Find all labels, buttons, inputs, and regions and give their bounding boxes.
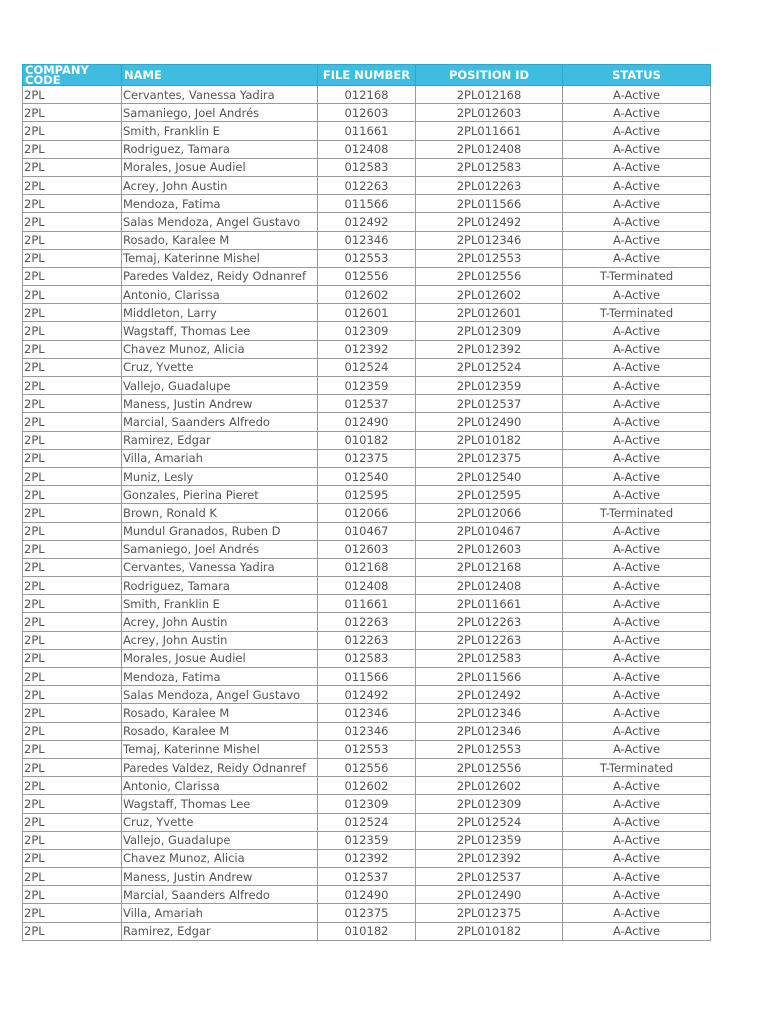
status-cell: A-Active: [563, 358, 711, 376]
position-id-cell: 2PL012263: [416, 631, 563, 649]
company-code-cell: 2PL: [23, 922, 122, 940]
status-cell: A-Active: [563, 249, 711, 267]
name-cell: Villa, Amariah: [122, 904, 318, 922]
position-id-cell: 2PL012408: [416, 577, 563, 595]
name-cell: Samaniego, Joel Andrés: [122, 104, 318, 122]
company-code-cell: 2PL: [23, 795, 122, 813]
position-id-cell: 2PL012375: [416, 904, 563, 922]
table-row: [23, 304, 711, 322]
status-cell: A-Active: [563, 649, 711, 667]
file-number-cell: 012556: [318, 758, 416, 776]
table-row: [23, 213, 711, 231]
table-row: [23, 286, 711, 304]
file-number-cell: 012540: [318, 467, 416, 485]
file-number-cell: 012601: [318, 304, 416, 322]
name-cell: Muniz, Lesly: [122, 467, 318, 485]
status-cell: A-Active: [563, 322, 711, 340]
name-cell: Vallejo, Guadalupe: [122, 831, 318, 849]
name-cell: Gonzales, Pierina Pieret: [122, 486, 318, 504]
table-row: [23, 613, 711, 631]
file-number-cell: 012602: [318, 286, 416, 304]
position-id-cell: 2PL012346: [416, 722, 563, 740]
table-row: [23, 849, 711, 867]
table-row: [23, 449, 711, 467]
file-number-cell: 012392: [318, 340, 416, 358]
status-cell: A-Active: [563, 831, 711, 849]
table-row: [23, 795, 711, 813]
status-cell: T-Terminated: [563, 267, 711, 285]
name-cell: Rosado, Karalee M: [122, 704, 318, 722]
status-cell: A-Active: [563, 431, 711, 449]
status-cell: A-Active: [563, 413, 711, 431]
table-row: [23, 595, 711, 613]
name-cell: Cervantes, Vanessa Yadira: [122, 558, 318, 576]
file-number-cell: 011566: [318, 668, 416, 686]
file-number-cell: 012602: [318, 777, 416, 795]
table-row: [23, 413, 711, 431]
status-cell: A-Active: [563, 395, 711, 413]
position-id-cell: 2PL012346: [416, 704, 563, 722]
table-row: [23, 267, 711, 285]
position-id-cell: 2PL012168: [416, 558, 563, 576]
company-code-cell: 2PL: [23, 686, 122, 704]
file-number-cell: 012346: [318, 704, 416, 722]
file-number-cell: 012309: [318, 322, 416, 340]
table-row: [23, 158, 711, 176]
position-id-cell: 2PL010182: [416, 922, 563, 940]
file-number-cell: 012359: [318, 377, 416, 395]
company-code-cell: 2PL: [23, 195, 122, 213]
name-cell: Mundul Granados, Ruben D: [122, 522, 318, 540]
table-row: [23, 558, 711, 576]
file-number-cell: 012490: [318, 886, 416, 904]
position-id-cell: 2PL012602: [416, 286, 563, 304]
company-code-cell: 2PL: [23, 540, 122, 558]
file-number-cell: 012392: [318, 849, 416, 867]
status-cell: A-Active: [563, 140, 711, 158]
position-id-cell: 2PL012408: [416, 140, 563, 158]
name-cell: Samaniego, Joel Andrés: [122, 540, 318, 558]
file-number-cell: 012603: [318, 104, 416, 122]
name-cell: Rosado, Karalee M: [122, 231, 318, 249]
company-code-cell: 2PL: [23, 122, 122, 140]
table-row: [23, 249, 711, 267]
file-number-cell: 012346: [318, 722, 416, 740]
name-cell: Maness, Justin Andrew: [122, 868, 318, 886]
column-header-position-id: POSITION ID: [416, 65, 563, 86]
status-cell: A-Active: [563, 904, 711, 922]
file-number-cell: 011566: [318, 195, 416, 213]
position-id-cell: 2PL012524: [416, 358, 563, 376]
position-id-cell: 2PL012490: [416, 413, 563, 431]
name-cell: Rodriguez, Tamara: [122, 577, 318, 595]
table-row: [23, 777, 711, 795]
status-cell: A-Active: [563, 631, 711, 649]
file-number-cell: 012309: [318, 795, 416, 813]
table-row: [23, 886, 711, 904]
table-row: [23, 431, 711, 449]
status-cell: A-Active: [563, 722, 711, 740]
file-number-cell: 012263: [318, 613, 416, 631]
position-id-cell: 2PL012490: [416, 886, 563, 904]
position-id-cell: 2PL011661: [416, 595, 563, 613]
status-cell: A-Active: [563, 195, 711, 213]
table-row: [23, 577, 711, 595]
position-id-cell: 2PL012583: [416, 158, 563, 176]
table-row: [23, 704, 711, 722]
position-id-cell: 2PL012263: [416, 176, 563, 194]
position-id-cell: 2PL012553: [416, 249, 563, 267]
company-code-cell: 2PL: [23, 522, 122, 540]
company-code-cell: 2PL: [23, 758, 122, 776]
table-row: [23, 195, 711, 213]
position-id-cell: 2PL012492: [416, 686, 563, 704]
name-cell: Chavez Munoz, Alicia: [122, 849, 318, 867]
file-number-cell: 012375: [318, 904, 416, 922]
company-code-cell: 2PL: [23, 322, 122, 340]
company-code-cell: 2PL: [23, 304, 122, 322]
name-cell: Villa, Amariah: [122, 449, 318, 467]
company-code-cell: 2PL: [23, 158, 122, 176]
position-id-cell: 2PL012375: [416, 449, 563, 467]
file-number-cell: 010182: [318, 922, 416, 940]
company-code-cell: 2PL: [23, 631, 122, 649]
company-code-cell: 2PL: [23, 558, 122, 576]
company-code-cell: 2PL: [23, 904, 122, 922]
status-cell: A-Active: [563, 795, 711, 813]
table-row: [23, 395, 711, 413]
position-id-cell: 2PL012595: [416, 486, 563, 504]
position-id-cell: 2PL012602: [416, 777, 563, 795]
column-header-company-code: COMPANY CODE: [23, 65, 122, 86]
name-cell: Smith, Franklin E: [122, 595, 318, 613]
table-row: [23, 631, 711, 649]
company-code-cell: 2PL: [23, 413, 122, 431]
position-id-cell: 2PL012309: [416, 795, 563, 813]
file-number-cell: 012553: [318, 740, 416, 758]
file-number-cell: 012490: [318, 413, 416, 431]
status-cell: T-Terminated: [563, 758, 711, 776]
file-number-cell: 010467: [318, 522, 416, 540]
name-cell: Mendoza, Fatima: [122, 668, 318, 686]
status-cell: A-Active: [563, 449, 711, 467]
file-number-cell: 012168: [318, 558, 416, 576]
column-header-status: STATUS: [563, 65, 711, 86]
company-code-cell: 2PL: [23, 431, 122, 449]
name-cell: Marcial, Saanders Alfredo: [122, 413, 318, 431]
name-cell: Cervantes, Vanessa Yadira: [122, 86, 318, 104]
table-row: [23, 176, 711, 194]
position-id-cell: 2PL010182: [416, 431, 563, 449]
company-code-cell: 2PL: [23, 504, 122, 522]
status-cell: A-Active: [563, 231, 711, 249]
table-row: [23, 377, 711, 395]
employee-roster-table: [22, 64, 711, 941]
status-cell: A-Active: [563, 340, 711, 358]
company-code-cell: 2PL: [23, 377, 122, 395]
position-id-cell: 2PL012492: [416, 213, 563, 231]
position-id-cell: 2PL012359: [416, 377, 563, 395]
name-cell: Marcial, Saanders Alfredo: [122, 886, 318, 904]
table-row: [23, 86, 711, 104]
file-number-cell: 012537: [318, 395, 416, 413]
position-id-cell: 2PL012263: [416, 613, 563, 631]
table-row: [23, 358, 711, 376]
company-code-cell: 2PL: [23, 740, 122, 758]
table-row: [23, 813, 711, 831]
status-cell: A-Active: [563, 704, 711, 722]
status-cell: A-Active: [563, 813, 711, 831]
name-cell: Acrey, John Austin: [122, 176, 318, 194]
table-row: [23, 231, 711, 249]
file-number-cell: 012066: [318, 504, 416, 522]
name-cell: Wagstaff, Thomas Lee: [122, 322, 318, 340]
file-number-cell: 012263: [318, 176, 416, 194]
company-code-cell: 2PL: [23, 868, 122, 886]
status-cell: A-Active: [563, 613, 711, 631]
position-id-cell: 2PL012309: [416, 322, 563, 340]
company-code-cell: 2PL: [23, 649, 122, 667]
file-number-cell: 012375: [318, 449, 416, 467]
position-id-cell: 2PL012066: [416, 504, 563, 522]
status-cell: T-Terminated: [563, 504, 711, 522]
company-code-cell: 2PL: [23, 249, 122, 267]
file-number-cell: 010182: [318, 431, 416, 449]
file-number-cell: 012492: [318, 686, 416, 704]
position-id-cell: 2PL012346: [416, 231, 563, 249]
name-cell: Middleton, Larry: [122, 304, 318, 322]
company-code-cell: 2PL: [23, 358, 122, 376]
name-cell: Salas Mendoza, Angel Gustavo: [122, 686, 318, 704]
file-number-cell: 012583: [318, 649, 416, 667]
position-id-cell: 2PL010467: [416, 522, 563, 540]
status-cell: A-Active: [563, 922, 711, 940]
position-id-cell: 2PL011566: [416, 195, 563, 213]
name-cell: Acrey, John Austin: [122, 613, 318, 631]
status-cell: A-Active: [563, 686, 711, 704]
company-code-cell: 2PL: [23, 449, 122, 467]
file-number-cell: 012408: [318, 140, 416, 158]
file-number-cell: 012595: [318, 486, 416, 504]
status-cell: A-Active: [563, 540, 711, 558]
file-number-cell: 012492: [318, 213, 416, 231]
file-number-cell: 012263: [318, 631, 416, 649]
file-number-cell: 011661: [318, 122, 416, 140]
position-id-cell: 2PL012392: [416, 849, 563, 867]
position-id-cell: 2PL012392: [416, 340, 563, 358]
company-code-cell: 2PL: [23, 777, 122, 795]
position-id-cell: 2PL012537: [416, 395, 563, 413]
file-number-cell: 012556: [318, 267, 416, 285]
company-code-cell: 2PL: [23, 467, 122, 485]
table-row: [23, 504, 711, 522]
header-row: [23, 65, 711, 86]
status-cell: A-Active: [563, 486, 711, 504]
status-cell: A-Active: [563, 286, 711, 304]
file-number-cell: 012168: [318, 86, 416, 104]
status-cell: A-Active: [563, 868, 711, 886]
company-code-cell: 2PL: [23, 486, 122, 504]
file-number-cell: 012603: [318, 540, 416, 558]
table-row: [23, 649, 711, 667]
position-id-cell: 2PL012603: [416, 104, 563, 122]
status-cell: A-Active: [563, 522, 711, 540]
company-code-cell: 2PL: [23, 86, 122, 104]
name-cell: Salas Mendoza, Angel Gustavo: [122, 213, 318, 231]
status-cell: A-Active: [563, 668, 711, 686]
status-cell: A-Active: [563, 467, 711, 485]
status-cell: A-Active: [563, 886, 711, 904]
name-cell: Ramirez, Edgar: [122, 431, 318, 449]
status-cell: T-Terminated: [563, 304, 711, 322]
position-id-cell: 2PL012540: [416, 467, 563, 485]
table-row: [23, 868, 711, 886]
table-row: [23, 831, 711, 849]
position-id-cell: 2PL012583: [416, 649, 563, 667]
company-code-cell: 2PL: [23, 849, 122, 867]
name-cell: Cruz, Yvette: [122, 813, 318, 831]
company-code-cell: 2PL: [23, 395, 122, 413]
table-row: [23, 486, 711, 504]
table-row: [23, 522, 711, 540]
name-cell: Vallejo, Guadalupe: [122, 377, 318, 395]
table-row: [23, 722, 711, 740]
file-number-cell: 012524: [318, 813, 416, 831]
company-code-cell: 2PL: [23, 668, 122, 686]
company-code-cell: 2PL: [23, 722, 122, 740]
position-id-cell: 2PL012601: [416, 304, 563, 322]
company-code-cell: 2PL: [23, 286, 122, 304]
name-cell: Morales, Josue Audiel: [122, 158, 318, 176]
company-code-cell: 2PL: [23, 104, 122, 122]
company-code-cell: 2PL: [23, 577, 122, 595]
status-cell: A-Active: [563, 158, 711, 176]
position-id-cell: 2PL012359: [416, 831, 563, 849]
table-body: [23, 86, 711, 941]
column-header-name: NAME: [122, 65, 318, 86]
position-id-cell: 2PL012553: [416, 740, 563, 758]
company-code-cell: 2PL: [23, 813, 122, 831]
name-cell: Maness, Justin Andrew: [122, 395, 318, 413]
name-cell: Acrey, John Austin: [122, 631, 318, 649]
company-code-cell: 2PL: [23, 704, 122, 722]
name-cell: Antonio, Clarissa: [122, 286, 318, 304]
company-code-cell: 2PL: [23, 231, 122, 249]
column-header-file-number: FILE NUMBER: [318, 65, 416, 86]
status-cell: A-Active: [563, 176, 711, 194]
table-row: [23, 758, 711, 776]
status-cell: A-Active: [563, 104, 711, 122]
status-cell: A-Active: [563, 558, 711, 576]
table-row: [23, 904, 711, 922]
status-cell: A-Active: [563, 595, 711, 613]
status-cell: A-Active: [563, 122, 711, 140]
name-cell: Smith, Franklin E: [122, 122, 318, 140]
name-cell: Chavez Munoz, Alicia: [122, 340, 318, 358]
company-code-cell: 2PL: [23, 595, 122, 613]
position-id-cell: 2PL012537: [416, 868, 563, 886]
position-id-cell: 2PL012556: [416, 267, 563, 285]
name-cell: Mendoza, Fatima: [122, 195, 318, 213]
file-number-cell: 012537: [318, 868, 416, 886]
status-cell: A-Active: [563, 86, 711, 104]
table-row: [23, 740, 711, 758]
file-number-cell: 011661: [318, 595, 416, 613]
company-code-cell: 2PL: [23, 267, 122, 285]
name-cell: Temaj, Katerinne Mishel: [122, 249, 318, 267]
table-row: [23, 467, 711, 485]
file-number-cell: 012346: [318, 231, 416, 249]
status-cell: A-Active: [563, 849, 711, 867]
table-row: [23, 540, 711, 558]
name-cell: Temaj, Katerinne Mishel: [122, 740, 318, 758]
position-id-cell: 2PL012524: [416, 813, 563, 831]
company-code-cell: 2PL: [23, 340, 122, 358]
position-id-cell: 2PL012168: [416, 86, 563, 104]
name-cell: Wagstaff, Thomas Lee: [122, 795, 318, 813]
table-row: [23, 922, 711, 940]
company-code-cell: 2PL: [23, 213, 122, 231]
file-number-cell: 012359: [318, 831, 416, 849]
table-row: [23, 122, 711, 140]
name-cell: Ramirez, Edgar: [122, 922, 318, 940]
company-code-cell: 2PL: [23, 831, 122, 849]
table-row: [23, 686, 711, 704]
file-number-cell: 012408: [318, 577, 416, 595]
position-id-cell: 2PL011566: [416, 668, 563, 686]
file-number-cell: 012553: [318, 249, 416, 267]
name-cell: Cruz, Yvette: [122, 358, 318, 376]
company-code-cell: 2PL: [23, 886, 122, 904]
status-cell: A-Active: [563, 577, 711, 595]
name-cell: Antonio, Clarissa: [122, 777, 318, 795]
table-row: [23, 340, 711, 358]
name-cell: Rodriguez, Tamara: [122, 140, 318, 158]
table-row: [23, 668, 711, 686]
name-cell: Brown, Ronald K: [122, 504, 318, 522]
file-number-cell: 012583: [318, 158, 416, 176]
name-cell: Paredes Valdez, Reidy Odnanref: [122, 758, 318, 776]
name-cell: Morales, Josue Audiel: [122, 649, 318, 667]
table-header: [23, 65, 711, 86]
status-cell: A-Active: [563, 377, 711, 395]
table-row: [23, 140, 711, 158]
company-code-cell: 2PL: [23, 176, 122, 194]
name-cell: Paredes Valdez, Reidy Odnanref: [122, 267, 318, 285]
company-code-cell: 2PL: [23, 613, 122, 631]
file-number-cell: 012524: [318, 358, 416, 376]
table-row: [23, 104, 711, 122]
status-cell: A-Active: [563, 777, 711, 795]
position-id-cell: 2PL012556: [416, 758, 563, 776]
status-cell: A-Active: [563, 213, 711, 231]
company-code-cell: 2PL: [23, 140, 122, 158]
name-cell: Rosado, Karalee M: [122, 722, 318, 740]
table-row: [23, 322, 711, 340]
position-id-cell: 2PL012603: [416, 540, 563, 558]
position-id-cell: 2PL011661: [416, 122, 563, 140]
status-cell: A-Active: [563, 740, 711, 758]
